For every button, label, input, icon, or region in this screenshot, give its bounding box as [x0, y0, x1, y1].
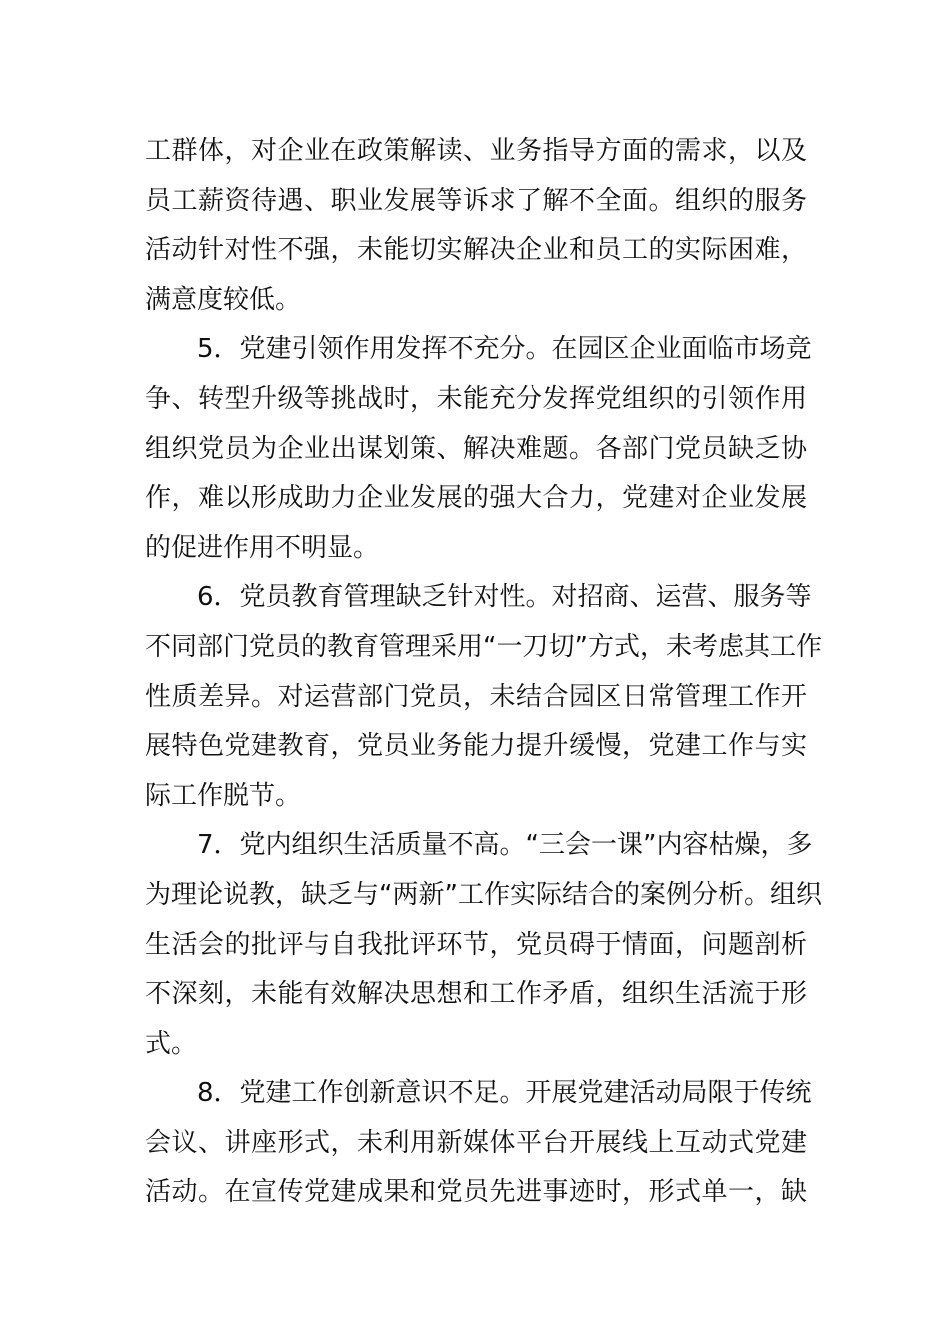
text-line: 6．党员教育管理缺乏针对性。对招商、运营、服务等	[197, 582, 812, 613]
paragraph-item-7	[145, 821, 822, 1069]
text-line: 际工作脱节。	[145, 780, 302, 811]
text-line: 满意度较低。	[145, 284, 302, 315]
text-line: 作，难以形成助力企业发展的强大合力，党建对企业发展	[145, 483, 807, 514]
paragraph-item-6	[145, 573, 822, 821]
text-line: 不深刻，未能有效解决思想和工作矛盾，组织生活流于形	[145, 979, 807, 1010]
text-line: 工群体，对企业在政策解读、业务指导方面的需求，以及	[145, 136, 807, 166]
text-line: 活动针对性不强，未能切实解决企业和员工的实际困难，	[145, 235, 807, 266]
text-line: 为理论说教，缺乏与“两新”工作实际结合的案例分析。组织	[145, 879, 822, 910]
paragraph-continuation	[145, 127, 807, 325]
text-line: 不同部门党员的教育管理采用“一刀切”方式，未考虑其工作	[145, 631, 822, 662]
paragraph-item-8	[145, 1069, 812, 1218]
text-line: 会议、讲座形式，未利用新媒体平台开展线上互动式党建	[145, 1127, 807, 1158]
text-line: 5．党建引领作用发挥不充分。在园区企业面临市场竞	[197, 334, 812, 365]
text-line: 7．党内组织生活质量不高。“三会一课”内容枯燥，多	[197, 830, 813, 861]
text-line: 组织党员为企业出谋划策、解决难题。各部门党员缺乏协	[145, 433, 807, 464]
text-line: 生活会的批评与自我批评环节，党员碍于情面，问题剖析	[145, 929, 807, 960]
text-line: 式。	[145, 1028, 198, 1059]
text-line: 员工薪资待遇、职业发展等诉求了解不全面。组织的服务	[145, 185, 807, 216]
text-line: 性质差异。对运营部门党员，未结合园区日常管理工作开	[145, 681, 807, 712]
text-line: 展特色党建教育，党员业务能力提升缓慢，党建工作与实	[145, 731, 807, 762]
text-line: 活动。在宣传党建成果和党员先进事迹时，形式单一，缺	[145, 1177, 807, 1208]
text-line: 争、转型升级等挑战时，未能充分发挥党组织的引领作用	[145, 383, 807, 414]
text-line: 的促进作用不明显。	[145, 532, 380, 563]
text-line: 8．党建工作创新意识不足。开展党建活动局限于传统	[197, 1078, 812, 1109]
paragraph-item-5	[145, 325, 812, 573]
document-body	[145, 127, 822, 1218]
